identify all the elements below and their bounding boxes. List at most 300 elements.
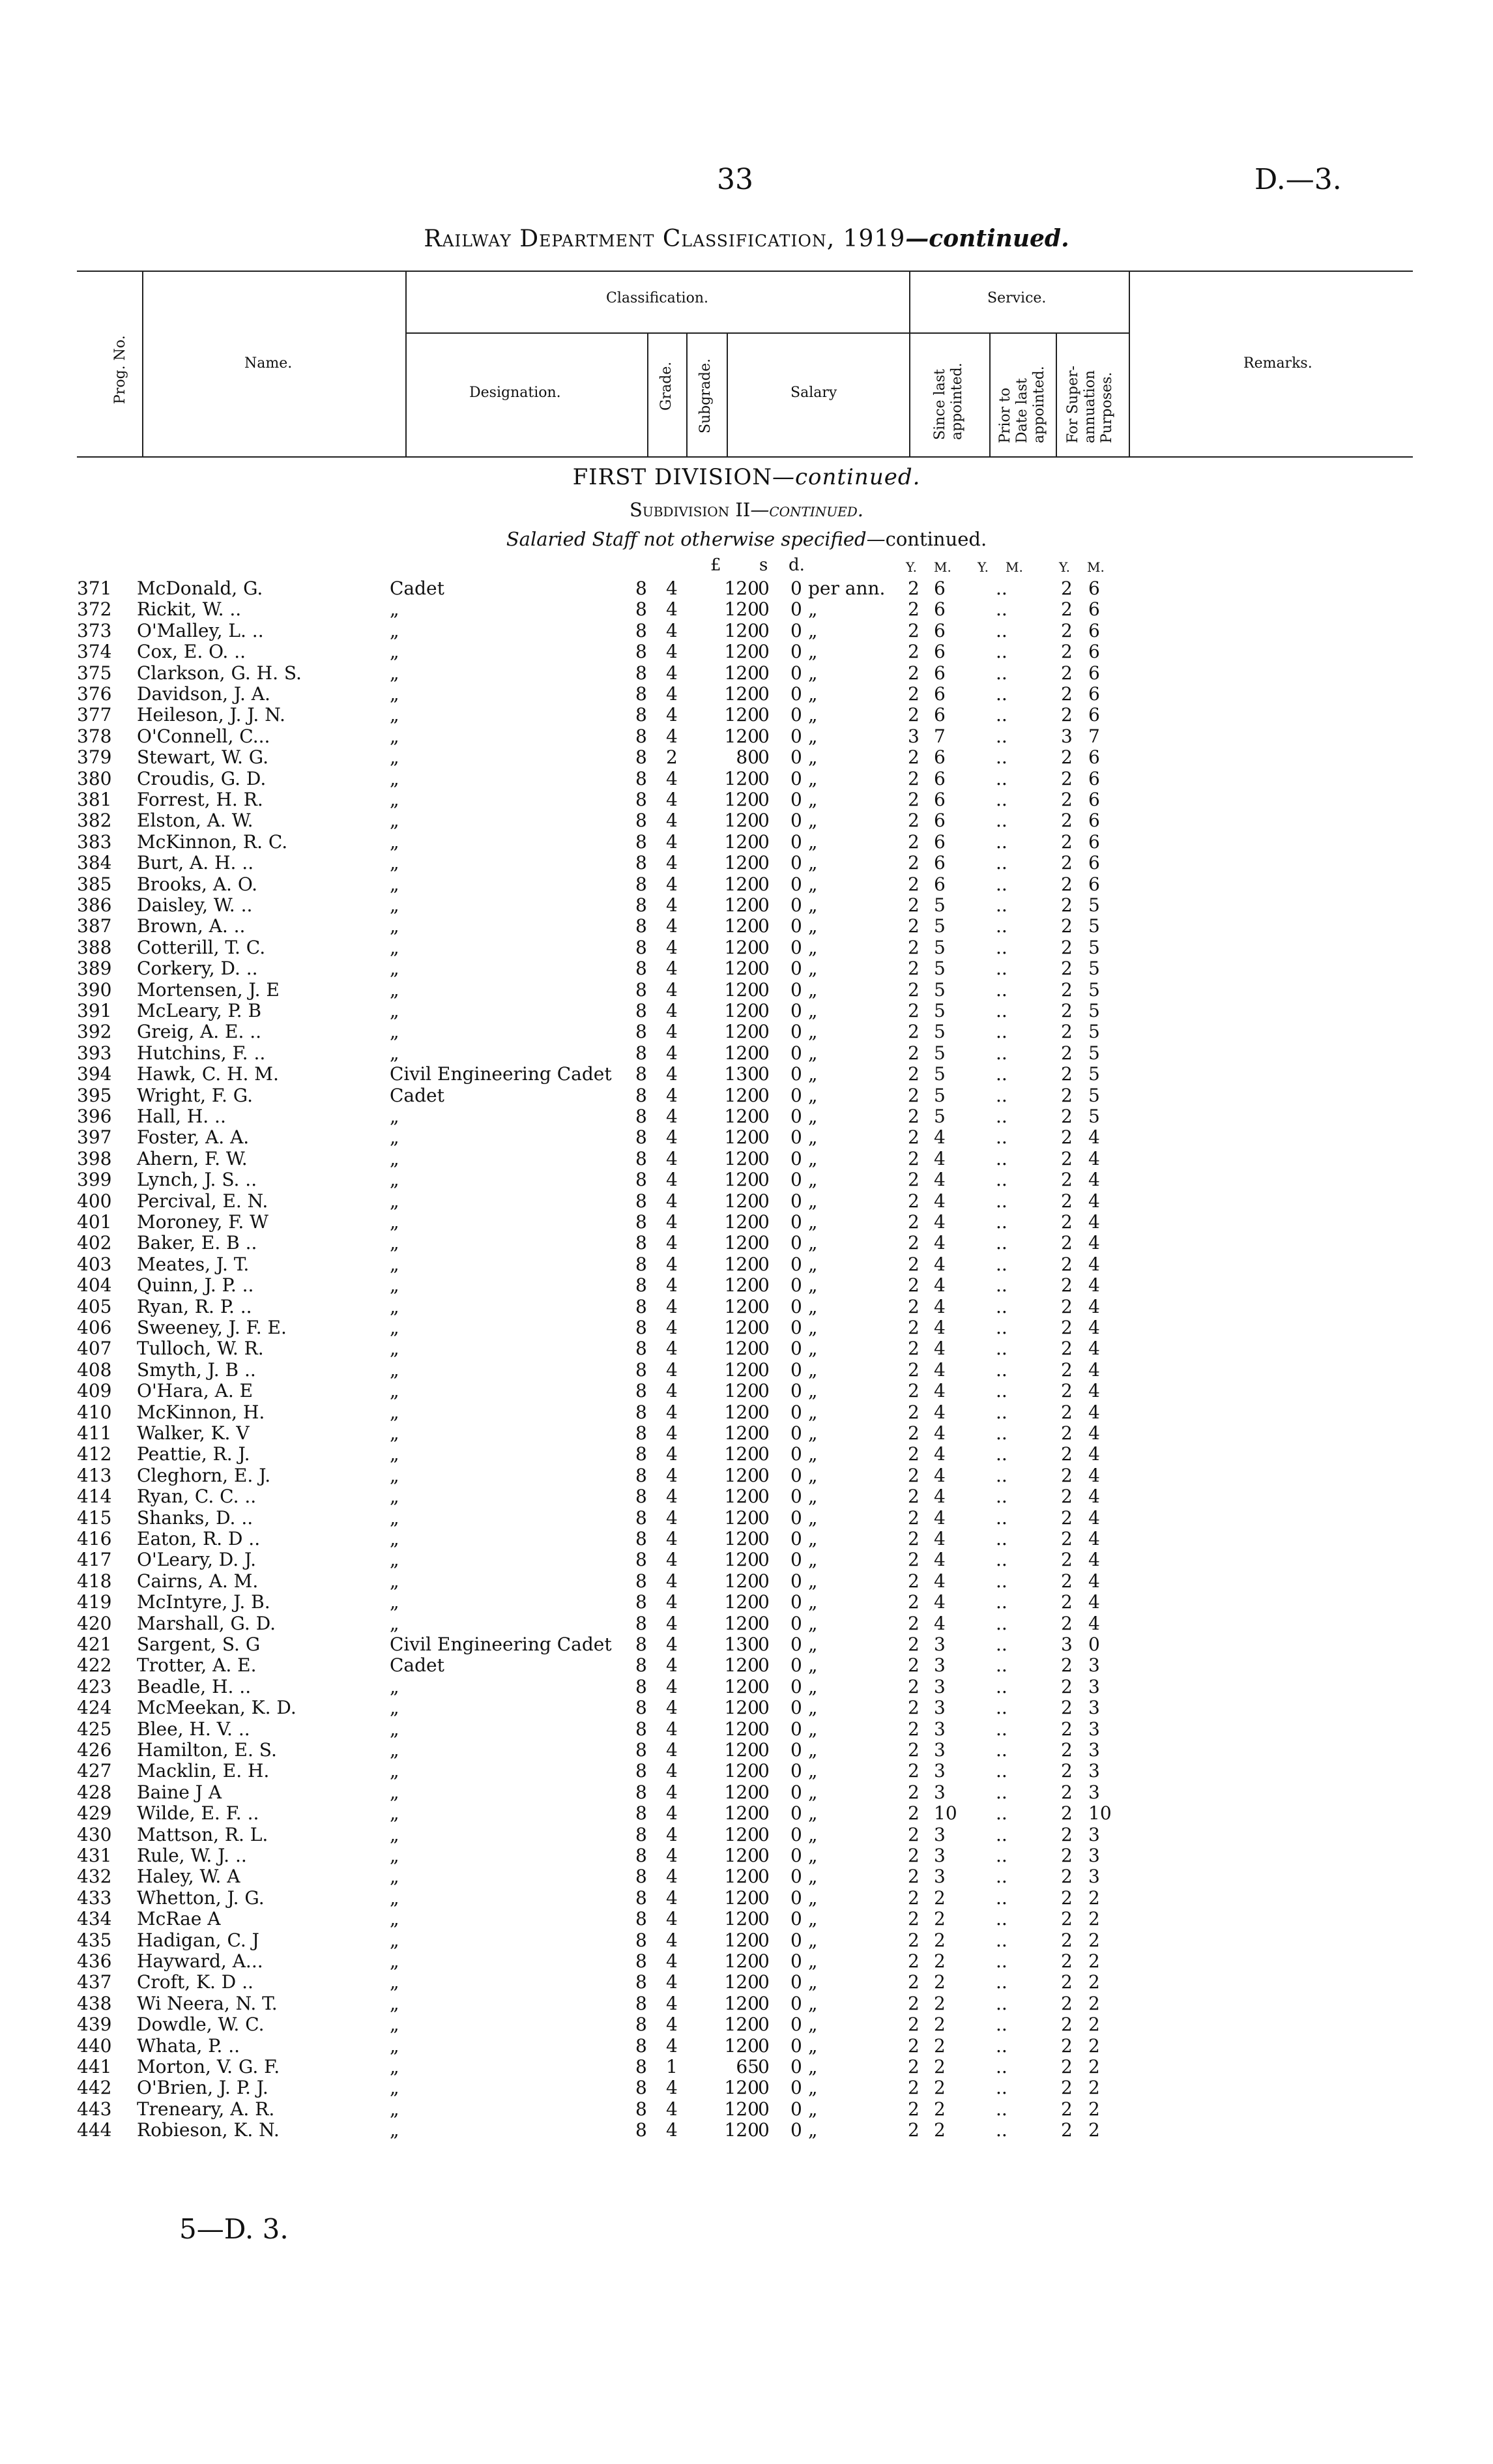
cell-salary-pounds: 120: [724, 725, 759, 747]
cell-grade: 8: [635, 978, 647, 1001]
cell-salary-period: „: [808, 1021, 818, 1043]
cell-since-months: 7: [934, 725, 946, 747]
cell-salary-shillings: 0: [758, 1971, 770, 1993]
cell-prior-service: ..: [996, 598, 1007, 621]
cell-super-months: 4: [1088, 1380, 1100, 1402]
cell-grade: 8: [635, 1106, 647, 1127]
cell-super-months: 3: [1088, 1718, 1100, 1740]
cell-subgrade: 4: [666, 1697, 678, 1719]
cell-designation: „: [390, 1718, 399, 1740]
cell-prior-service: ..: [996, 1084, 1007, 1106]
cell-since-years: 2: [908, 852, 920, 874]
cell-salary-shillings: 0: [758, 1147, 770, 1169]
table-row: [0, 1423, 1493, 1444]
cell-super-years: 2: [1061, 1084, 1073, 1106]
cell-prog-no: 375: [77, 662, 112, 684]
cell-salary-shillings: 0: [758, 725, 770, 747]
cell-since-months: 3: [934, 1718, 946, 1740]
cell-since-months: 4: [934, 1380, 946, 1402]
cell-grade: 8: [635, 958, 647, 980]
cell-super-years: 2: [1061, 2014, 1073, 2036]
cell-since-months: 6: [934, 662, 946, 684]
cell-super-months: 5: [1088, 936, 1100, 958]
cell-prog-no: 437: [77, 1971, 112, 1993]
cell-since-months: 4: [934, 1317, 946, 1338]
cell-salary-pence: 0: [790, 1211, 802, 1233]
cell-designation: „: [390, 1317, 399, 1338]
cell-since-months: 6: [934, 789, 946, 810]
unit-shillings: s: [759, 555, 768, 575]
table-row: [0, 874, 1493, 895]
cell-since-months: 4: [934, 1253, 946, 1275]
cell-prior-service: ..: [996, 1274, 1007, 1297]
cell-name: Wilde, E. F. ..: [137, 1802, 259, 1825]
cell-salary-period: „: [808, 1802, 818, 1825]
cell-grade: 8: [635, 1634, 647, 1655]
table-row: [0, 1169, 1493, 1190]
table-row: [0, 1740, 1493, 1761]
cell-prog-no: 386: [77, 894, 112, 916]
cell-super-years: 2: [1061, 1486, 1073, 1508]
vrule-3: [647, 332, 648, 456]
cell-name: Hadigan, C. J: [137, 1929, 259, 1951]
cell-salary-period: „: [808, 1317, 818, 1338]
cell-since-years: 2: [908, 1886, 920, 1909]
cell-prog-no: 408: [77, 1358, 112, 1381]
table-row: [0, 832, 1493, 853]
cell-salary-shillings: 0: [758, 662, 770, 684]
cell-salary-pence: 0: [790, 894, 802, 916]
cell-prog-no: 423: [77, 1675, 112, 1697]
cell-salary-pence: 0: [790, 1866, 802, 1888]
cell-salary-pence: 0: [790, 725, 802, 747]
cell-salary-pounds: 120: [724, 1718, 759, 1740]
cell-grade: 8: [635, 1358, 647, 1381]
cell-salary-shillings: 0: [758, 641, 770, 663]
cell-salary-pence: 0: [790, 1317, 802, 1338]
cell-since-months: 4: [934, 1528, 946, 1549]
cell-since-months: 4: [934, 1169, 946, 1191]
cell-subgrade: 4: [666, 683, 678, 705]
cell-since-months: 6: [934, 873, 946, 895]
table-row: [0, 916, 1493, 937]
vrule-1: [142, 271, 143, 456]
cell-subgrade: 4: [666, 873, 678, 895]
vrule-7: [989, 332, 991, 456]
cell-prior-service: ..: [996, 1000, 1007, 1021]
cell-grade: 8: [635, 598, 647, 621]
cell-salary-period: „: [808, 598, 818, 621]
cell-salary-shillings: 0: [758, 2077, 770, 2099]
cell-salary-pounds: 120: [724, 683, 759, 705]
cell-super-years: 2: [1061, 2077, 1073, 2099]
cell-salary-pence: 0: [790, 936, 802, 958]
cell-since-months: 3: [934, 1781, 946, 1803]
cell-grade: 8: [635, 1866, 647, 1888]
cell-since-years: 2: [908, 2014, 920, 2036]
cell-super-months: 6: [1088, 789, 1100, 810]
cell-since-years: 2: [908, 598, 920, 621]
cell-salary-period: „: [808, 958, 818, 980]
cell-super-months: 10: [1088, 1802, 1112, 1825]
cell-grade: 8: [635, 1739, 647, 1761]
cell-super-years: 2: [1061, 1675, 1073, 1697]
cell-super-years: 2: [1061, 1464, 1073, 1486]
table-row: [0, 1402, 1493, 1423]
cell-super-months: 4: [1088, 1570, 1100, 1592]
cell-subgrade: 4: [666, 1781, 678, 1803]
cell-prog-no: 372: [77, 598, 112, 621]
cell-salary-shillings: 0: [758, 958, 770, 980]
cell-super-years: 2: [1061, 936, 1073, 958]
cell-salary-period: „: [808, 1000, 818, 1021]
cell-since-months: 4: [934, 1570, 946, 1592]
cell-prog-no: 404: [77, 1274, 112, 1297]
table-row: [0, 853, 1493, 873]
cell-since-months: 2: [934, 2056, 946, 2077]
cell-super-months: 6: [1088, 578, 1100, 599]
table-row: [0, 1360, 1493, 1381]
cell-salary-shillings: 0: [758, 1675, 770, 1697]
cell-super-months: 4: [1088, 1422, 1100, 1444]
cell-name: Morton, V. G. F.: [137, 2056, 280, 2077]
cell-subgrade: 4: [666, 1739, 678, 1761]
cell-salary-shillings: 0: [758, 619, 770, 641]
cell-subgrade: 4: [666, 1295, 678, 1317]
cell-salary-period: „: [808, 1570, 818, 1592]
cell-super-months: 5: [1088, 1106, 1100, 1127]
cell-super-months: 2: [1088, 2056, 1100, 2077]
cell-prog-no: 377: [77, 704, 112, 726]
cell-name: Davidson, J. A.: [137, 683, 270, 705]
cell-name: Lynch, J. S. ..: [137, 1169, 257, 1191]
cell-salary-period: per ann.: [808, 578, 886, 599]
cell-grade: 8: [635, 1697, 647, 1719]
cell-salary-period: „: [808, 1697, 818, 1719]
cell-grade: 8: [635, 873, 647, 895]
cell-salary-period: „: [808, 915, 818, 937]
cell-salary-pounds: 120: [724, 2098, 759, 2120]
cell-since-years: 2: [908, 619, 920, 641]
table-row: [0, 1761, 1493, 1782]
cell-super-years: 2: [1061, 598, 1073, 621]
cell-name: Stewart, W. G.: [137, 746, 269, 769]
cell-prog-no: 413: [77, 1464, 112, 1486]
cell-name: Cox, E. O. ..: [137, 641, 246, 663]
cell-prior-service: ..: [996, 683, 1007, 705]
cell-since-years: 2: [908, 641, 920, 663]
cell-salary-shillings: 0: [758, 1570, 770, 1592]
cell-salary-period: „: [808, 1380, 818, 1402]
division-continued: —continued.: [772, 464, 921, 490]
cell-salary-pounds: 120: [724, 1486, 759, 1508]
cell-prior-service: ..: [996, 958, 1007, 980]
cell-salary-pence: 0: [790, 662, 802, 684]
cell-subgrade: 4: [666, 2077, 678, 2099]
cell-prog-no: 425: [77, 1718, 112, 1740]
cell-super-months: 4: [1088, 1190, 1100, 1212]
table-row: [0, 641, 1493, 662]
cell-since-months: 4: [934, 1401, 946, 1423]
cell-grade: 8: [635, 1211, 647, 1233]
cell-prog-no: 378: [77, 725, 112, 747]
cell-super-months: 2: [1088, 1886, 1100, 1909]
cell-grade: 8: [635, 1295, 647, 1317]
cell-since-months: 4: [934, 1232, 946, 1254]
cell-since-years: 2: [908, 767, 920, 789]
cell-salary-pounds: 120: [724, 1549, 759, 1571]
cell-salary-pounds: 120: [724, 978, 759, 1001]
cell-subgrade: 4: [666, 1317, 678, 1338]
cell-super-years: 2: [1061, 1106, 1073, 1127]
cell-subgrade: 4: [666, 725, 678, 747]
cell-since-years: 2: [908, 873, 920, 895]
cell-since-months: 5: [934, 915, 946, 937]
cell-prog-no: 441: [77, 2056, 112, 2077]
cell-grade: 8: [635, 789, 647, 810]
cell-salary-pounds: 120: [724, 1802, 759, 1825]
cell-grade: 8: [635, 1549, 647, 1571]
cell-salary-period: „: [808, 1211, 818, 1233]
cell-grade: 8: [635, 1886, 647, 1909]
cell-subgrade: 4: [666, 1021, 678, 1043]
cell-super-months: 4: [1088, 1295, 1100, 1317]
cell-name: Beadle, H. ..: [137, 1675, 252, 1697]
cell-salary-period: „: [808, 1358, 818, 1381]
cell-since-months: 3: [934, 1760, 946, 1782]
cell-grade: 8: [635, 1823, 647, 1845]
cell-name: Ryan, R. P. ..: [137, 1295, 252, 1317]
cell-salary-pence: 0: [790, 1950, 802, 1972]
cell-prog-no: 394: [77, 1063, 112, 1085]
cell-grade: 8: [635, 1084, 647, 1106]
cell-name: Shanks, D. ..: [137, 1506, 254, 1529]
vrule-4: [686, 332, 688, 456]
cell-grade: 8: [635, 1654, 647, 1677]
table-row: [0, 726, 1493, 747]
cell-designation: „: [390, 1021, 399, 1043]
cell-super-months: 7: [1088, 725, 1100, 747]
cell-subgrade: 4: [666, 1971, 678, 1993]
header-grade: Grade.: [658, 361, 674, 411]
cell-since-years: 2: [908, 2098, 920, 2120]
cell-salary-period: „: [808, 1401, 818, 1423]
cell-name: Hawk, C. H. M.: [137, 1063, 279, 1085]
cell-subgrade: 4: [666, 958, 678, 980]
cell-salary-pence: 0: [790, 958, 802, 980]
cell-designation: „: [390, 915, 399, 937]
cell-salary-shillings: 0: [758, 1992, 770, 2014]
division-heading: [0, 464, 1493, 490]
cell-since-years: 2: [908, 1147, 920, 1169]
cell-designation: „: [390, 704, 399, 726]
cell-designation: „: [390, 830, 399, 853]
table-row: [0, 1888, 1493, 1909]
division-title: FIRST DIVISION: [572, 464, 772, 490]
cell-prog-no: 393: [77, 1042, 112, 1064]
cell-since-months: 4: [934, 1422, 946, 1444]
cell-name: Baker, E. B ..: [137, 1232, 257, 1254]
cell-prior-service: ..: [996, 1739, 1007, 1761]
cell-salary-pence: 0: [790, 619, 802, 641]
cell-salary-pence: 0: [790, 789, 802, 810]
table-row: [0, 1909, 1493, 1929]
vrule-9: [1129, 271, 1130, 456]
cell-salary-pounds: 120: [724, 619, 759, 641]
cell-designation: „: [390, 2034, 399, 2057]
cell-designation: „: [390, 1612, 399, 1634]
cell-since-months: 5: [934, 1000, 946, 1021]
cell-since-years: 2: [908, 1232, 920, 1254]
cell-super-years: 2: [1061, 2034, 1073, 2057]
cell-subgrade: 4: [666, 830, 678, 853]
table-row: [0, 1972, 1493, 1993]
cell-salary-period: „: [808, 725, 818, 747]
cell-salary-shillings: 0: [758, 704, 770, 726]
cell-prior-service: ..: [996, 1612, 1007, 1634]
cell-super-years: 2: [1061, 746, 1073, 769]
cell-subgrade: 4: [666, 1506, 678, 1529]
table-row: [0, 1529, 1493, 1549]
header-remarks: Remarks.: [1243, 355, 1312, 372]
cell-prog-no: 439: [77, 2014, 112, 2036]
cell-salary-period: „: [808, 1084, 818, 1106]
cell-super-months: 5: [1088, 915, 1100, 937]
cell-since-months: 6: [934, 598, 946, 621]
cell-subgrade: 4: [666, 1126, 678, 1149]
cell-name: Heileson, J. J. N.: [137, 704, 285, 726]
cell-name: Wi Neera, N. T.: [137, 1992, 278, 2014]
cell-since-years: 2: [908, 1190, 920, 1212]
cell-salary-pence: 0: [790, 1697, 802, 1719]
cell-prior-service: ..: [996, 641, 1007, 663]
table-row: [0, 1381, 1493, 1401]
cell-prior-service: ..: [996, 1528, 1007, 1549]
cell-salary-shillings: 0: [758, 1042, 770, 1064]
cell-prog-no: 406: [77, 1317, 112, 1338]
cell-super-months: 6: [1088, 852, 1100, 874]
table-row: [0, 1719, 1493, 1740]
cell-super-months: 4: [1088, 1253, 1100, 1275]
cell-salary-pence: 0: [790, 1823, 802, 1845]
cell-since-years: 3: [908, 725, 920, 747]
cell-designation: „: [390, 1697, 399, 1719]
cell-salary-period: „: [808, 852, 818, 874]
cell-super-months: 2: [1088, 2077, 1100, 2099]
cell-salary-pounds: 120: [724, 1591, 759, 1613]
cell-subgrade: 2: [666, 746, 678, 769]
cell-designation: „: [390, 1190, 399, 1212]
cell-grade: 8: [635, 1190, 647, 1212]
cell-subgrade: 4: [666, 1886, 678, 1909]
cell-subgrade: 4: [666, 1612, 678, 1634]
cell-salary-shillings: 0: [758, 1718, 770, 1740]
cell-salary-period: „: [808, 641, 818, 663]
cell-subgrade: 4: [666, 1253, 678, 1275]
cell-super-months: 6: [1088, 619, 1100, 641]
cell-salary-pence: 0: [790, 598, 802, 621]
cell-subgrade: 4: [666, 1908, 678, 1930]
cell-grade: 8: [635, 683, 647, 705]
cell-prior-service: ..: [996, 1126, 1007, 1149]
cell-prog-no: 376: [77, 683, 112, 705]
cell-designation: „: [390, 725, 399, 747]
cell-salary-pence: 0: [790, 1654, 802, 1677]
subdivision-title: Subdivision II: [630, 499, 751, 521]
cell-salary-period: „: [808, 978, 818, 1001]
cell-name: Quinn, J. P. ..: [137, 1274, 254, 1297]
cell-designation: „: [390, 1338, 399, 1360]
cell-designation: „: [390, 1823, 399, 1845]
header-top-rule: [77, 271, 1413, 272]
cell-salary-period: „: [808, 1443, 818, 1465]
cell-name: Hutchins, F. ..: [137, 1042, 266, 1064]
cell-super-years: 2: [1061, 1528, 1073, 1549]
cell-designation: Cadet: [390, 578, 444, 599]
cell-designation: „: [390, 1358, 399, 1381]
cell-salary-pence: 0: [790, 1422, 802, 1444]
cell-prior-service: ..: [996, 704, 1007, 726]
cell-name: Ryan, C. C. ..: [137, 1486, 257, 1508]
cell-salary-pounds: 120: [724, 1866, 759, 1888]
cell-prog-no: 381: [77, 789, 112, 810]
cell-subgrade: 4: [666, 1549, 678, 1571]
cell-prog-no: 397: [77, 1126, 112, 1149]
cell-prog-no: 433: [77, 1886, 112, 1909]
table-row: [0, 1001, 1493, 1021]
cell-salary-period: „: [808, 1147, 818, 1169]
cell-since-months: 5: [934, 1042, 946, 1064]
cell-super-months: 3: [1088, 1675, 1100, 1697]
cell-salary-shillings: 0: [758, 1380, 770, 1402]
cell-grade: 8: [635, 830, 647, 853]
header-subgrade: Subgrade.: [697, 358, 714, 433]
cell-grade: 8: [635, 1675, 647, 1697]
cell-since-months: 6: [934, 619, 946, 641]
cell-subgrade: 4: [666, 1654, 678, 1677]
cell-since-years: 2: [908, 746, 920, 769]
cell-salary-pounds: 130: [724, 1063, 759, 1085]
cell-since-months: 3: [934, 1866, 946, 1888]
cell-name: O'Connell, C...: [137, 725, 270, 747]
cell-salary-shillings: 0: [758, 894, 770, 916]
cell-prior-service: ..: [996, 1106, 1007, 1127]
cell-designation: „: [390, 1253, 399, 1275]
cell-since-years: 2: [908, 1126, 920, 1149]
cell-grade: 8: [635, 2119, 647, 2141]
cell-subgrade: 4: [666, 978, 678, 1001]
cell-super-months: 2: [1088, 2034, 1100, 2057]
cell-salary-period: „: [808, 746, 818, 769]
cell-grade: 8: [635, 662, 647, 684]
cell-salary-period: „: [808, 1253, 818, 1275]
cell-prior-service: ..: [996, 789, 1007, 810]
cell-since-months: 6: [934, 704, 946, 726]
cell-prior-service: ..: [996, 1317, 1007, 1338]
table-row: [0, 1191, 1493, 1212]
cell-grade: 8: [635, 1274, 647, 1297]
cell-since-months: 5: [934, 1021, 946, 1043]
cell-prog-no: 407: [77, 1338, 112, 1360]
cell-since-months: 3: [934, 1697, 946, 1719]
cell-super-years: 2: [1061, 830, 1073, 853]
cell-super-months: 3: [1088, 1654, 1100, 1677]
cell-subgrade: 4: [666, 1274, 678, 1297]
cell-salary-shillings: 0: [758, 2119, 770, 2141]
cell-designation: „: [390, 1781, 399, 1803]
cell-salary-pounds: 120: [724, 2014, 759, 2036]
cell-designation: „: [390, 852, 399, 874]
